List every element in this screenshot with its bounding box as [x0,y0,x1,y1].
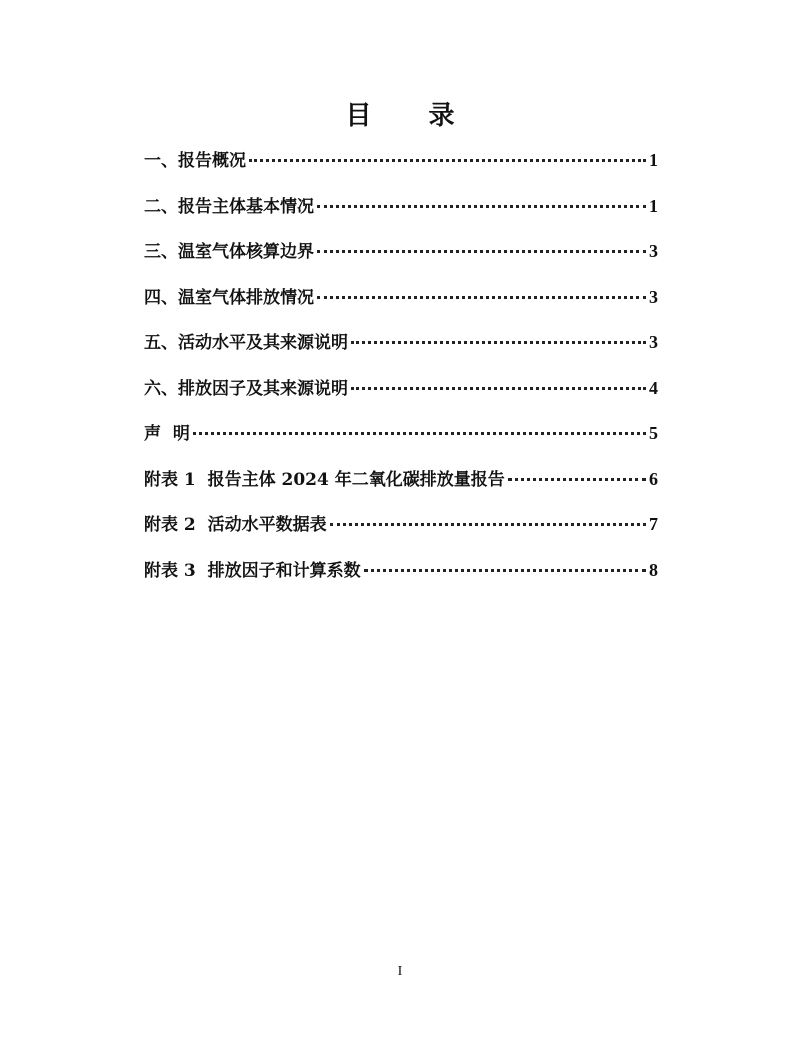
toc-dot-leader [351,387,646,390]
toc-dot-leader [351,341,646,344]
toc-entry-page: 4 [649,377,658,398]
toc-dot-leader [317,205,646,208]
toc-entry-label: 六、排放因子及其来源说明 [144,378,348,399]
toc-entry-label: 附表 2 活动水平数据表 [144,515,327,535]
toc-entry[interactable] [144,188,658,234]
toc-entry-page: 3 [649,241,658,261]
toc-dot-leader [249,159,646,162]
toc-entry[interactable] [144,552,658,598]
toc-entry[interactable] [144,233,658,279]
toc-entry-page: 8 [649,559,658,580]
toc-entry-label: 四、温室气体排放情况 [144,287,314,308]
toc-entry[interactable] [144,461,658,507]
toc-entry-page: 1 [649,195,658,216]
toc-entry-label: 声 明 [144,424,190,444]
toc-entry[interactable] [144,324,658,370]
toc-entry-label: 二、报告主体基本情况 [144,196,314,217]
toc-dot-leader [330,523,646,526]
toc-entry[interactable] [144,506,658,552]
table-of-contents [144,142,658,597]
toc-entry-page: 3 [649,286,658,307]
toc-dot-leader [317,296,646,299]
toc-entry[interactable] [144,279,658,325]
toc-dot-leader [193,432,646,435]
toc-entry-page: 7 [649,514,658,534]
footer-page-number: I [397,964,403,979]
toc-entry-label: 三、温室气体核算边界 [144,242,314,262]
toc-entry-label: 附表 3 排放因子和计算系数 [144,560,361,581]
toc-entry-label: 一、报告概况 [144,151,246,171]
toc-entry-page: 6 [649,468,658,489]
toc-entry-label: 附表 1 报告主体 2024 年二氧化碳排放量报告 [144,469,505,490]
toc-dot-leader [364,569,646,572]
toc-entry[interactable] [144,415,658,461]
toc-entry-label: 五、活动水平及其来源说明 [144,333,348,353]
toc-dot-leader [317,250,646,253]
toc-entry[interactable] [144,370,658,416]
toc-entry-page: 3 [649,332,658,352]
toc-dot-leader [508,478,646,481]
toc-entry-page: 5 [649,423,658,443]
toc-entry[interactable] [144,142,658,188]
page-title: 目 录 [345,101,479,131]
toc-entry-page: 1 [649,150,658,170]
